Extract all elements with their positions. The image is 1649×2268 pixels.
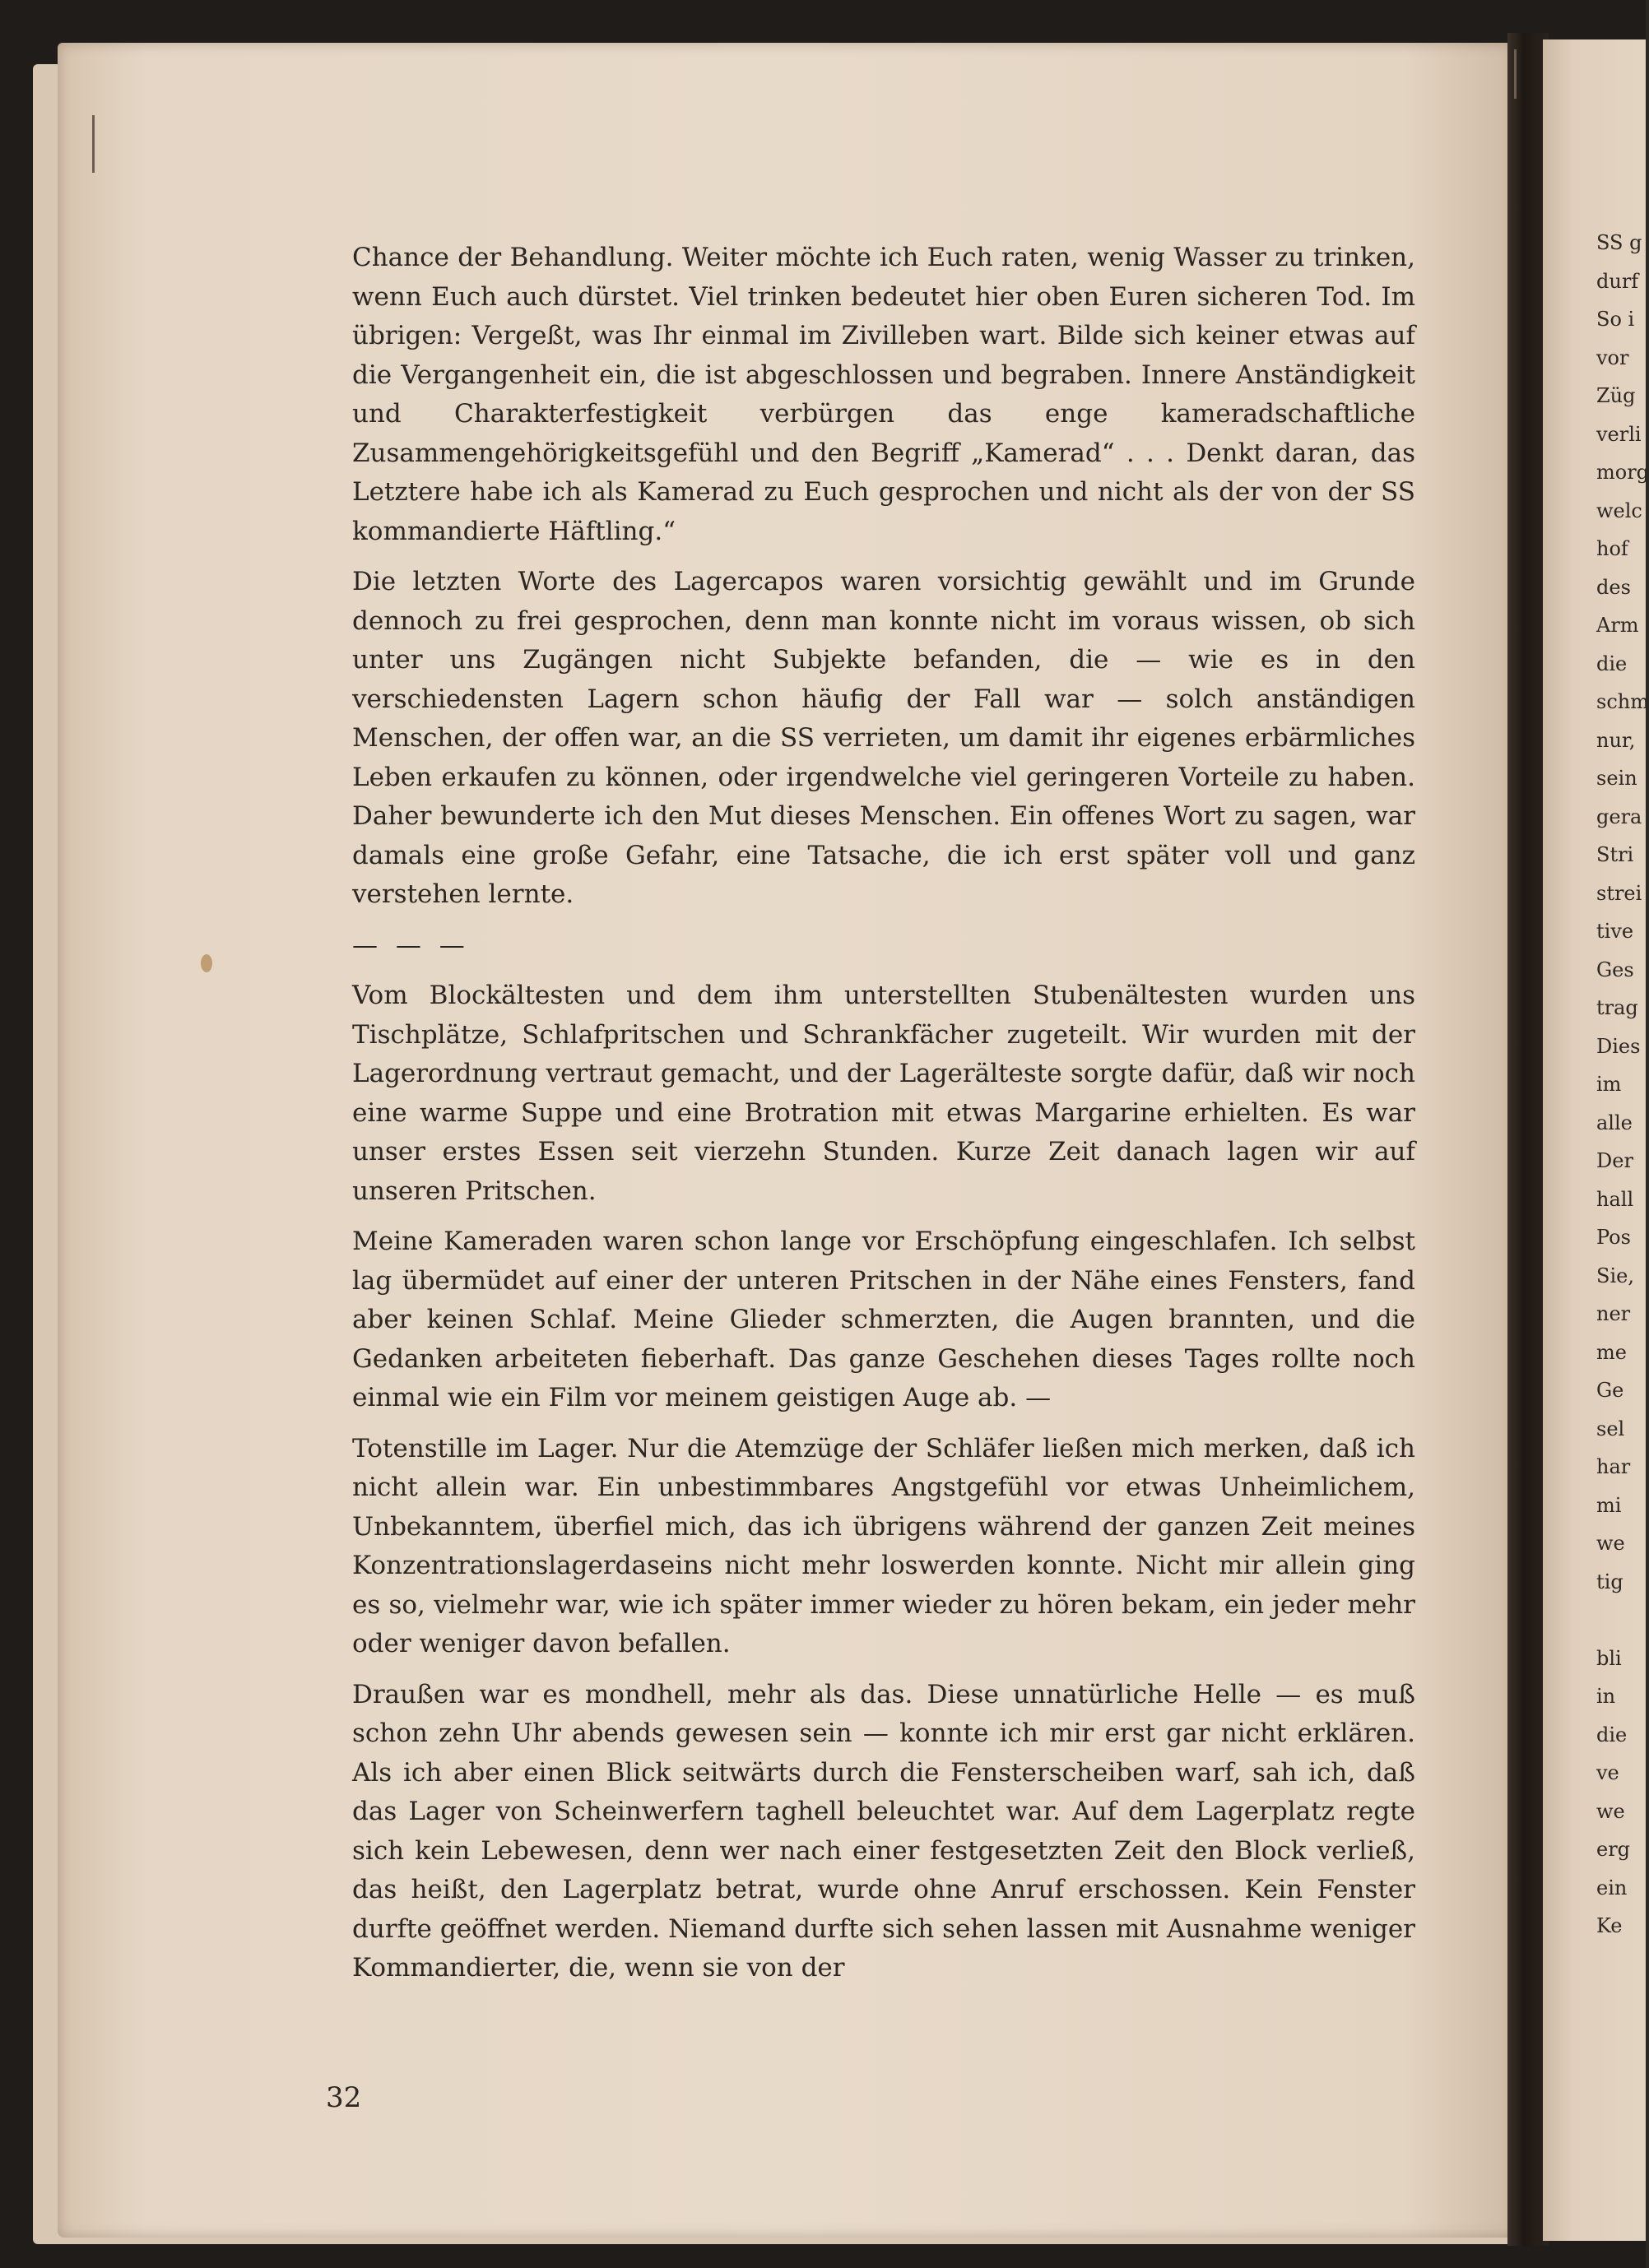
next-page-fragment: in xyxy=(1596,1685,1616,1708)
next-page-fragment: gera xyxy=(1596,805,1642,828)
next-page-fragment: Pos xyxy=(1596,1226,1631,1249)
next-page-fragment: nur, xyxy=(1596,728,1636,752)
section-separator: — — — xyxy=(352,930,470,960)
paragraph: Meine Kameraden waren schon lange vor Erschöpfung eingeschlafen. Ich selbst lag übermüdet auf einer der unteren Pritschen in der Nähe eines Fensters, fand aber keinen Schlaf. Meine Glieder schmerzten, die Augen brannten, und die Gedanken arbeiteten fieberhaft. Das ganze Geschehen dieses Tages rollte noch einmal wie ein Film vor meinem geistigen Auge ab. — xyxy=(352,1227,1415,1412)
paragraph: Totenstille im Lager. Nur die Atemzüge der Schläfer ließen mich merken, daß ich nicht allein war. Ein unbestimmbares Angstgefühl vor etwas Unheimlichem, Unbekanntem, überfiel mich, das ich übrigens während der ganzen Zeit meines Konzentrationslagerdaseins nicht mehr loswerden konnte. Nicht mir allein ging es so, vielmehr war, wie ich später immer wieder zu hören bekam, ein jeder mehr oder weniger davon befallen. xyxy=(352,1433,1415,1658)
next-page-fragment: me xyxy=(1596,1340,1627,1364)
next-page-fragment: har xyxy=(1596,1455,1631,1478)
next-page-fragment: Arm xyxy=(1596,614,1639,637)
next-page-fragment: ve xyxy=(1596,1761,1619,1784)
next-page-fragment: morg xyxy=(1596,461,1649,484)
next-page-fragment: ein xyxy=(1596,1876,1628,1899)
next-page-fragment: Züg xyxy=(1596,384,1636,407)
next-page-fragment: erg xyxy=(1596,1838,1631,1861)
next-page-fragment: im xyxy=(1596,1073,1622,1096)
next-page-fragment: Ke xyxy=(1596,1914,1623,1937)
paper-stain xyxy=(201,954,212,972)
next-page-fragment: tive xyxy=(1596,920,1634,943)
next-page-fragment: Stri xyxy=(1596,843,1634,866)
paragraph: Die letzten Worte des Lagercapos waren vorsichtig gewählt und im Grunde dennoch zu frei gesprochen, denn man konnte nicht im voraus wissen, ob sich unter uns Zugängen nicht Subjekte befanden, die — wie es in den verschiedensten Lagern schon häufig der Fall war — solch anständigen Menschen, der offen war, an die SS verrieten, um damit ihr eigenes erbärmliches Leben erkaufen zu können, oder irgendwelche viel geringeren Vorteile zu haben. Daher bewunderte ich den Mut dieses Menschen. Ein offenes Wort zu sagen, war damals eine große Gefahr, eine Tatsache, die ich erst später voll und ganz verstehen lernte. xyxy=(352,567,1415,909)
next-page-fragment: tig xyxy=(1596,1570,1623,1593)
paragraph: Chance der Behandlung. Weiter möchte ich Euch raten, wenig Wasser zu trinken, wenn Euch auch dürstet. Viel trinken bedeutet hier oben Euren sicheren Tod. Im übrigen: Vergeßt, was Ihr einmal im Zivilleben wart. Bilde sich keiner etwas auf die Vergangenheit ein, die ist abgeschlossen und begraben. Innere Anständigkeit und Charakterfestigkeit verbürgen das enge kameradschaftliche Zusammengehörigkeitsgefühl und den Begriff „Kamerad“ . . . Denkt daran, das Letztere habe ich als Kamerad zu Euch gesprochen und nicht als der von der SS kommandierte Häftling.“ xyxy=(352,243,1415,546)
next-page-fragment: Sie, xyxy=(1596,1264,1634,1287)
paper-mark xyxy=(1514,49,1517,99)
next-page-fragment: die xyxy=(1596,652,1628,675)
page-number: 32 xyxy=(326,2081,362,2114)
next-page-fragment: Ges xyxy=(1596,958,1634,981)
next-page-fragment: durf xyxy=(1596,269,1639,293)
next-page-fragment: hof xyxy=(1596,537,1628,560)
next-page-fragment: SS g xyxy=(1596,231,1642,254)
next-page-fragment: Der xyxy=(1596,1149,1633,1172)
next-page-fragment: des xyxy=(1596,575,1631,599)
paragraph: Vom Blockältesten und dem ihm unterstellten Stubenältesten wurden uns Tischplätze, Schlafpritschen und Schrankfächer zugeteilt. Wir wurden mit der Lagerordnung vertraut gemacht, und der Lagerälteste sorgte dafür, daß wir noch eine warme Suppe und eine Brotration mit etwas Margarine erhielten. Es war unser erstes Essen seit vierzehn Stunden. Kurze Zeit danach lagen wir auf unseren Pritschen. xyxy=(352,981,1415,1206)
next-page-fragment xyxy=(1596,1601,1642,1640)
next-page-fragment: ner xyxy=(1596,1302,1631,1325)
next-page-fragment: schm xyxy=(1596,690,1649,713)
next-page-fragment: verli xyxy=(1596,422,1642,446)
next-page-text-fragments xyxy=(1596,224,1649,1946)
next-page-fragment: strei xyxy=(1596,881,1642,905)
paper-mark xyxy=(92,115,95,173)
next-page-fragment: Dies xyxy=(1596,1034,1641,1058)
next-page-fragment: bli xyxy=(1596,1646,1622,1670)
next-page-fragment: alle xyxy=(1596,1111,1633,1134)
paragraph: Draußen war es mondhell, mehr als das. Diese unnatürliche Helle — es muß schon zehn Uhr abends gewesen sein — konnte ich mir erst gar nicht erklären. Als ich aber einen Blick seitwärts durch die Fensterscheiben warf, sah ich, daß das Lager von Scheinwerfern taghell beleuchtet war. Auf dem Lagerplatz regte sich kein Lebewesen, denn wer nach einer festgesetzten Zeit den Block verließ, das heißt, den Lagerplatz betrat, wurde ohne Anruf erschossen. Kein Fenster durfte geöffnet werden. Niemand durfte sich sehen lassen mit Ausnahme weniger Kommandierter, die, wenn sie von der xyxy=(352,1679,1415,1983)
next-page-fragment: sein xyxy=(1596,767,1637,790)
next-page-fragment: mi xyxy=(1596,1493,1622,1517)
next-page-fragment: sel xyxy=(1596,1417,1625,1440)
next-page-fragment: vor xyxy=(1596,346,1629,369)
next-page-fragment: trag xyxy=(1596,996,1638,1019)
next-page-fragment: So i xyxy=(1596,308,1635,331)
next-page-fragment: welc xyxy=(1596,499,1642,522)
next-page-fragment: die xyxy=(1596,1723,1628,1746)
next-page-fragment: we xyxy=(1596,1799,1625,1823)
next-page-fragment: Ge xyxy=(1596,1379,1624,1402)
next-page-fragment: hall xyxy=(1596,1187,1634,1211)
next-page-fragment: we xyxy=(1596,1532,1625,1555)
body-text xyxy=(352,239,1415,1988)
